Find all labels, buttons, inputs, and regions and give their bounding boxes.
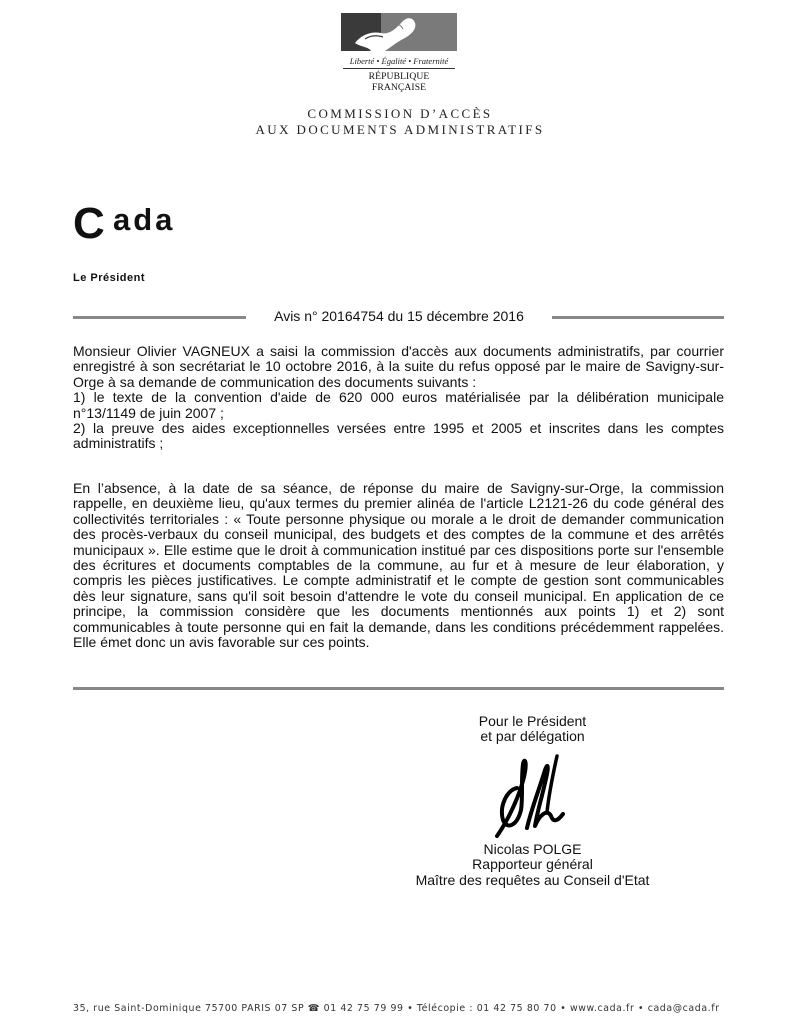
signatory-title-1: Rapporteur général xyxy=(472,856,593,873)
logo-divider xyxy=(343,68,455,69)
logo-republic: RÉPUBLIQUE FRANÇAISE xyxy=(368,71,430,93)
request-item-1: 1) le texte de la convention d'aide de 620 000 euros matérialisée par la délibération municipale n°13/1149 de juin 2007 ; xyxy=(73,389,724,421)
decision-paragraph: En l’absence, à la date de sa séance, de réponse du maire de Savigny-sur-Orge, la commission rappelle, en deuxième lieu, qu'aux termes du premier alinéa de l'article L2121-26 du code général des collectivités territoriales : « Toute personne physique ou morale a le droit de demander communication des procès-verbaux du conseil municipal, des budgets et des comptes de la commune et des arrêtés municipaux ». Elle estime que le droit à communication institué par ces dispositions porte sur l'ensemble des écritures et documents comptables de la commune, au fur et à mesure de leur élaboration, y compris les pièces justificatives. Le compte administratif et le compte de gestion sont communicables dès leur signature, sans qu'il soit besoin d'attendre le vote du conseil municipal. En application de ce principe, la commission considère que les documents mentionnés aux points 1) et 2) sont communicables à toute personne qui en fait la demande, dans les conditions précédemment rappelées. Elle émet donc un avis favorable sur ces points. xyxy=(73,480,724,651)
signatory-block xyxy=(400,842,665,888)
signatory-name: Nicolas POLGE xyxy=(483,841,582,857)
signature-intro xyxy=(400,714,665,745)
signature-rule xyxy=(73,687,724,690)
signature-line-1: Pour le Président xyxy=(478,713,587,729)
title-rule-left xyxy=(73,316,246,319)
logo-motto: Liberté • Égalité • Fraternité xyxy=(349,56,449,66)
footer-address: 35, rue Saint-Dominique 75700 PARIS 07 SP ☎ 01 42 75 79 99 • Télécopie : 01 42 75 80 70 • www.cada.fr • cada@cada.fr xyxy=(73,1003,720,1014)
signature-line-2: et par délégation xyxy=(480,728,585,745)
commission-name-line1: COMMISSION D’ACCÈS xyxy=(307,106,493,121)
request-item-2: 2) la preuve des aides exceptionnelles versées entre 1995 et 2005 et inscrites dans les comptes administratifs ; xyxy=(73,420,724,452)
title-rule-right xyxy=(552,316,724,319)
signatory-title-2: Maître des requêtes au Conseil d'Etat xyxy=(415,871,650,888)
marianne-logo xyxy=(341,13,457,93)
sender-role: Le Président xyxy=(73,272,146,284)
body-section-2 xyxy=(73,481,724,650)
cada-initial: C xyxy=(73,199,105,248)
avis-title: Avis n° 20164754 du 15 décembre 2016 xyxy=(274,308,524,324)
handwritten-signature xyxy=(487,750,577,842)
intro-paragraph: Monsieur Olivier VAGNEUX a saisi la commission d'accès aux documents administratifs, par courrier enregistré à son secrétariat le 10 octobre 2016, à la suite du refus opposé par le maire de Savigny-sur-Orge à sa demande de communication des documents suivants : xyxy=(73,343,724,390)
body-section-1 xyxy=(73,344,724,452)
commission-name-line2: AUX DOCUMENTS ADMINISTRATIFS xyxy=(255,122,545,137)
marianne-emblem-icon xyxy=(341,13,457,51)
cada-rest: ada xyxy=(113,202,176,237)
